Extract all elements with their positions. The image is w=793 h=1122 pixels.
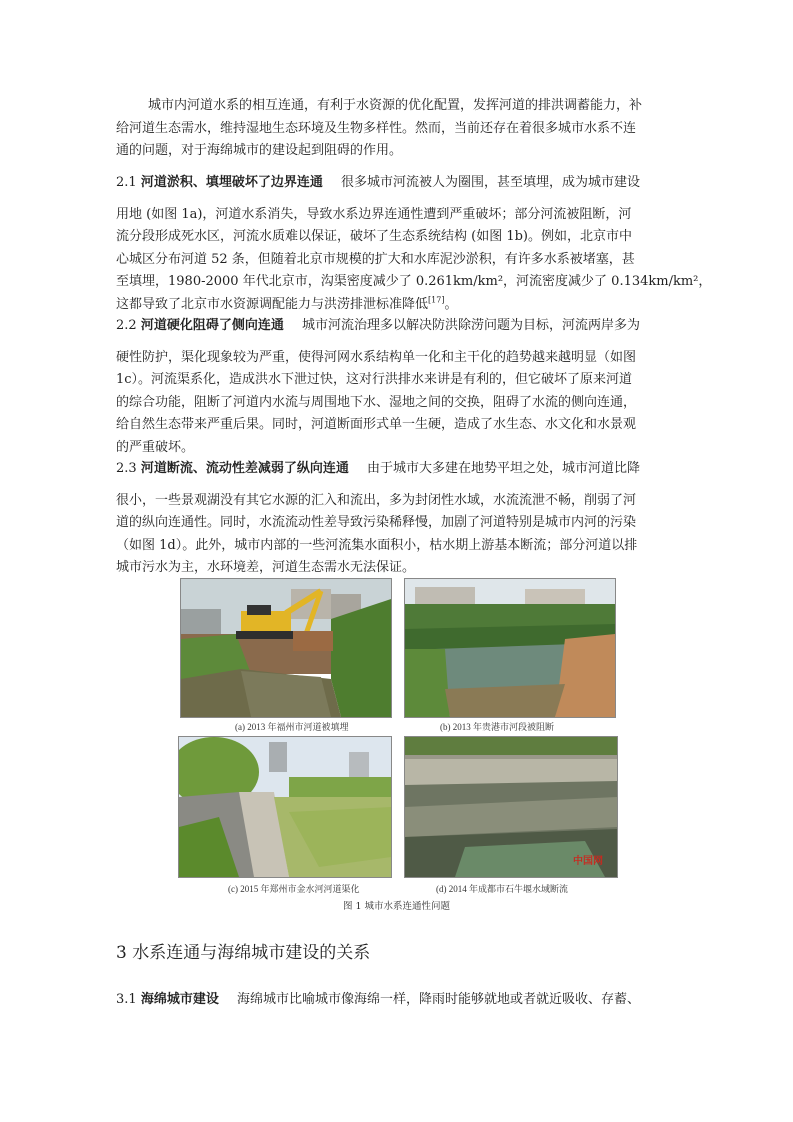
- section-2-2: [116, 315, 676, 459]
- photo-c-channelized-river: [178, 736, 392, 878]
- text-line: 的严重破坏。: [116, 439, 195, 455]
- section-heading-line: [116, 172, 676, 195]
- photo-d-dry-river: [404, 736, 618, 878]
- photo-a-river-filled: [180, 578, 392, 718]
- citation: [17]: [428, 295, 445, 305]
- section-number: 2.2: [116, 318, 137, 333]
- section-heading-line: [116, 458, 676, 481]
- caption-d: (d) 2014 年成都市石牛堰水域断流: [436, 884, 568, 894]
- section-number: 2.3: [116, 461, 137, 476]
- caption-b: (b) 2013 年贵港市河段被阻断: [440, 722, 554, 732]
- section-number: 2.1: [116, 175, 137, 190]
- section-title: 河道硬化阻碍了侧向连通: [140, 318, 284, 333]
- caption-c: (c) 2015 年郑州市金水河河道渠化: [228, 884, 360, 894]
- text-line: [116, 294, 676, 317]
- section-number: 3.1: [116, 992, 137, 1007]
- text-line: 城市内河道水系的相互连通，有利于水资源的优化配置，发挥河道的排洪调蓄能力，补: [148, 98, 643, 113]
- text-line: 城市污水为主，水环境差，河道生态需水无法保证。: [116, 560, 416, 575]
- text-line: 给河道生态需水，维持湿地生态环境及生物多样性。然而，当前还存在着很多城市水系不连: [116, 120, 637, 136]
- section-3-1: [116, 989, 676, 1012]
- section-3-heading: 3 水系连通与海绵城市建设的关系: [116, 943, 371, 963]
- photo-b-image: [405, 579, 615, 717]
- text-run: 城市河流治理多以解决防洪除涝问题为目标，河流两岸多为: [301, 318, 640, 333]
- text-line: 给自然生态带来严重后果。同时，河道断面形式单一生硬，造成了水生态、水文化和水景观: [116, 417, 637, 432]
- text-run: 这都导致了北京市水资源调配能力与洪涝排泄标准降低: [116, 296, 429, 312]
- text-line: 1c）。河流渠系化，造成洪水下泄过快，这对行洪排水来讲是有利的，但它破坏了原来河道: [116, 372, 633, 387]
- text-line: 硬性防护，渠化现象较为严重，使得河网水系结构单一化和主干化的趋势越来越明显（如图: [116, 349, 637, 365]
- text-line: 用地 (如图 1a)，河道水系消失，导致水系边界连通性遭到严重破坏；部分河流被阻断，河: [116, 206, 632, 222]
- text-run: 很多城市河流被人为圈围，甚至填埋，成为城市建设: [340, 175, 640, 190]
- text-line: 至填埋，1980-2000 年代北京市，沟渠密度减少了 0.261km/km²，河流密度减少了 0.134km/km²，: [116, 274, 712, 289]
- text-line: 通的问题，对于海绵城市的建设起到阻碍的作用。: [116, 143, 403, 158]
- text-run: 由于城市大多建在地势平坦之处，城市河道比降: [366, 461, 640, 476]
- intro-paragraph: [116, 95, 676, 163]
- photo-c-image: [179, 737, 391, 877]
- section-2-3: [116, 458, 676, 580]
- text-line: 流分段形成死水区，河流水质难以保证，破坏了生态系统结构 (如图 1b)。例如，北京市中: [116, 229, 633, 244]
- text-line: （如图 1d）。此外，城市内部的一些河流集水面积小，枯水期上游基本断流；部分河道以排: [116, 537, 638, 553]
- section-title: 河道断流、流动性差减弱了纵向连通: [140, 461, 349, 476]
- photo-b-river-blocked: [404, 578, 616, 718]
- caption-a: (a) 2013 年福州市河道被填埋: [235, 722, 349, 732]
- text-run: 海绵城市比喻城市像海绵一样，降雨时能够就地或者就近吸收、存蓄、: [236, 992, 640, 1007]
- photo-a-image: [181, 579, 391, 717]
- section-title: 海绵城市建设: [140, 992, 219, 1007]
- text-line: 很小，一些景观湖没有其它水源的汇入和流出，多为封闭性水域，水流流泄不畅，削弱了河: [116, 492, 637, 508]
- section-heading-line: [116, 315, 676, 338]
- section-heading-line: [116, 989, 676, 1012]
- figure-caption: 图 1 城市水系连通性问题: [342, 901, 451, 912]
- section-2-1: [116, 172, 712, 316]
- text-run: 。: [444, 296, 458, 312]
- watermark: 中国网: [573, 856, 603, 867]
- text-line: 道的纵向连通性。同时，水流流动性差导致污染稀释慢，加剧了河道特别是城市内河的污染: [116, 515, 637, 530]
- section-title: 河道淤积、填埋破坏了边界连通: [140, 175, 323, 190]
- text-line: 的综合功能，阻断了河道内水流与周围地下水、湿地之间的交换，阻碍了水流的侧向连通，: [116, 394, 637, 410]
- text-line: 心城区分布河道 52 条，但随着北京市规模的扩大和水库泥沙淤积，有许多水系被堵塞，甚: [116, 251, 635, 267]
